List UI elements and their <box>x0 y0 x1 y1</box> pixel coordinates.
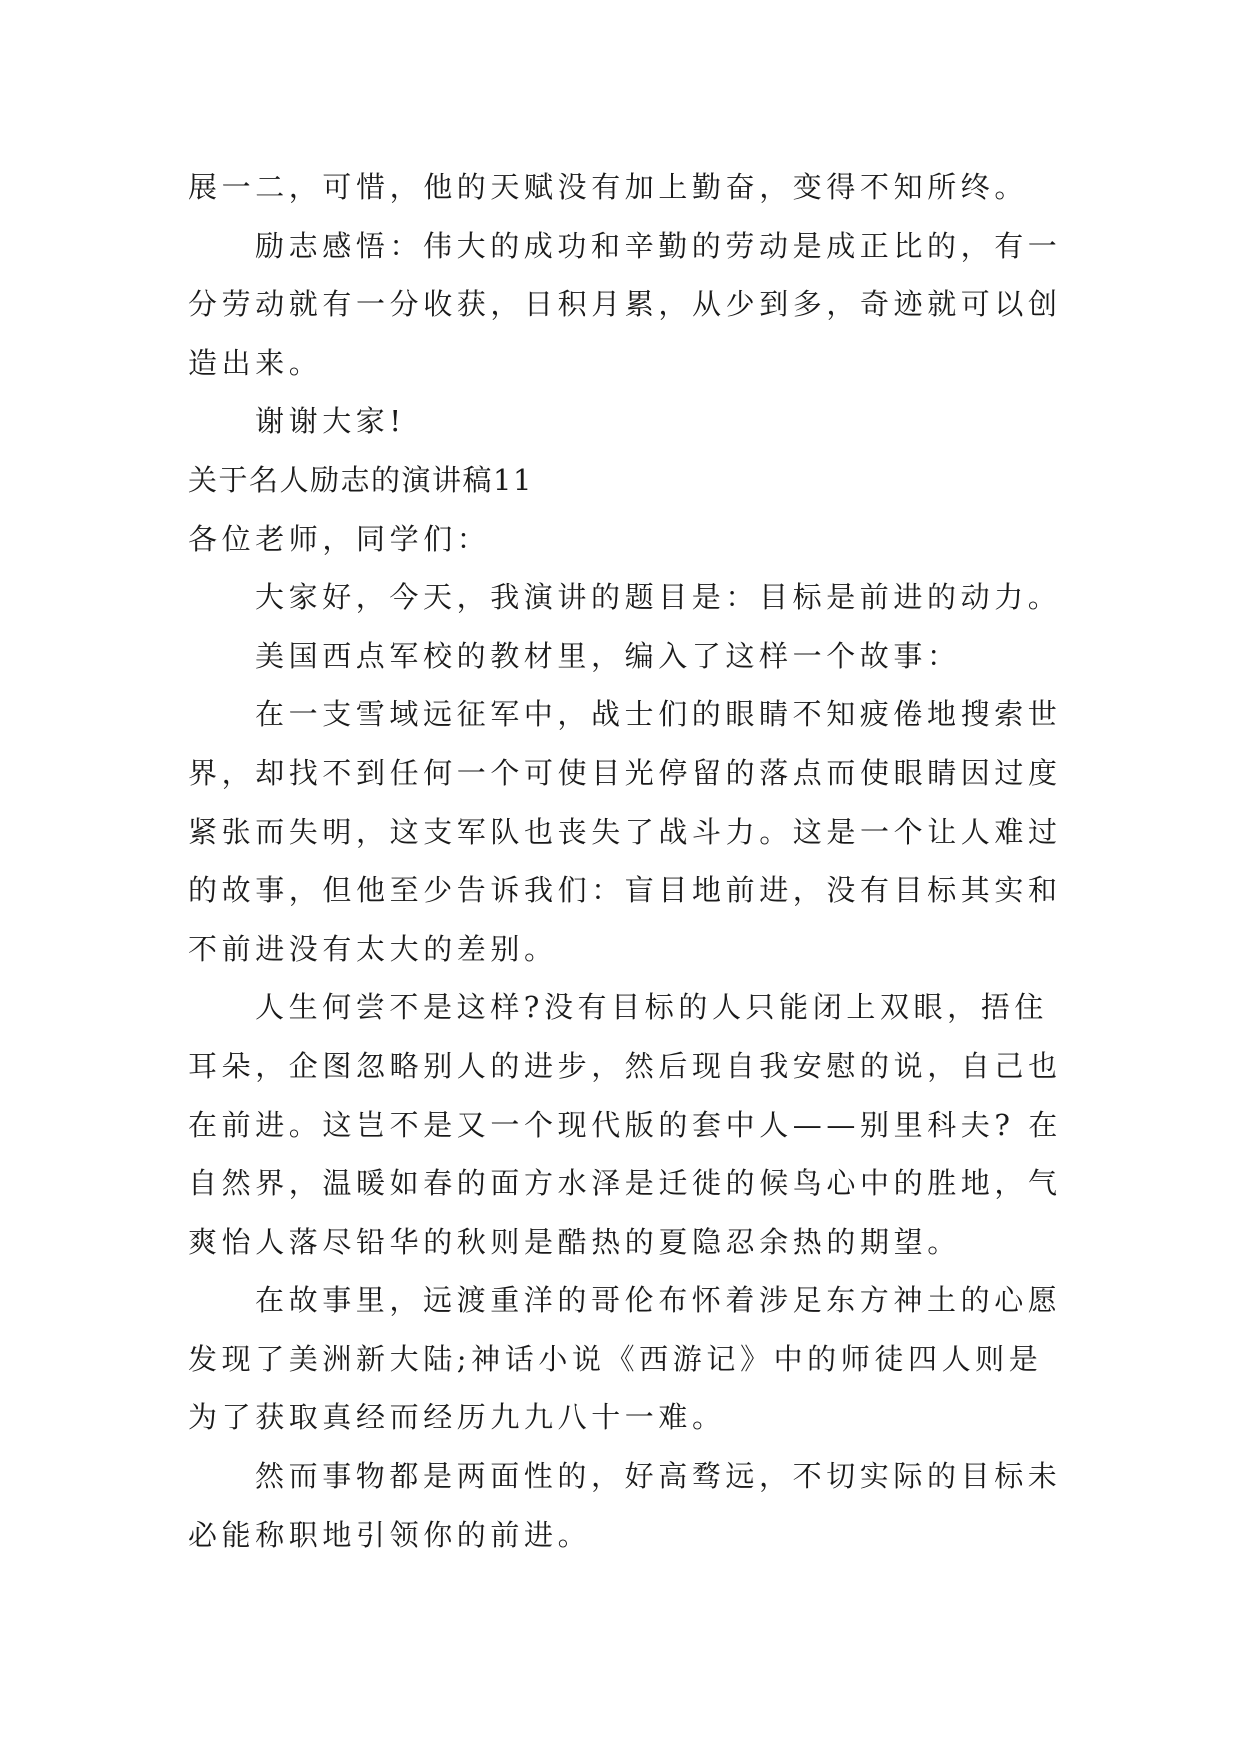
paragraph-thanks: 谢谢大家! <box>255 404 406 439</box>
paragraph-army-story: 在一支雪域远征军中，战士们的眼睛不知疲倦地搜索世界，却找不到任何一个可使目光停留的落点而使眼睛因过度紧张而失明，这支军队也丧失了战斗力。这是一个让人难过的故事，但他至少告诉我们：盲目地前进，没有目标其实和不前进没有太大的差别。 <box>188 697 1062 966</box>
paragraph-continuation: 展一二，可惜，他的天赋没有加上勤奋，变得不知所终。 <box>188 170 1029 204</box>
paragraph-life: 人生何尝不是这样?没有目标的人只能闭上双眼，捂住耳朵，企图忽略别人的进步，然后现自我安慰的说，自己也在前进。这岂不是又一个现代版的套中人——别里科夫? 在自然界，温暖如春的面方水泽是迁徙的候鸟心中的胜地，气爽怡人落尽铅华的秋则是酷热的夏隐忍余热的期望。 <box>188 990 1062 1259</box>
paragraph-columbus: 在故事里，远渡重洋的哥伦布怀着涉足东方神土的心愿发现了美洲新大陆;神话小说《西游记》中的师徒四人则是为了获取真经而经历九九八十一难。 <box>188 1283 1062 1435</box>
paragraph-inspiration: 励志感悟：伟大的成功和辛勤的劳动是成正比的，有一分劳动就有一分收获，日积月累，从少到多，奇迹就可以创造出来。 <box>188 228 1062 380</box>
paragraph-topic: 大家好，今天，我演讲的题目是：目标是前进的动力。 <box>255 580 1062 615</box>
speech-title: 关于名人励志的演讲稿11 <box>188 462 533 497</box>
document-body <box>188 158 1068 1564</box>
salutation: 各位老师，同学们： <box>188 521 491 556</box>
paragraph-westpoint: 美国西点军校的教材里，编入了这样一个故事： <box>255 638 961 673</box>
paragraph-conclusion: 然而事物都是两面性的，好高骛远，不切实际的目标未必能称职地引领你的前进。 <box>188 1459 1062 1552</box>
